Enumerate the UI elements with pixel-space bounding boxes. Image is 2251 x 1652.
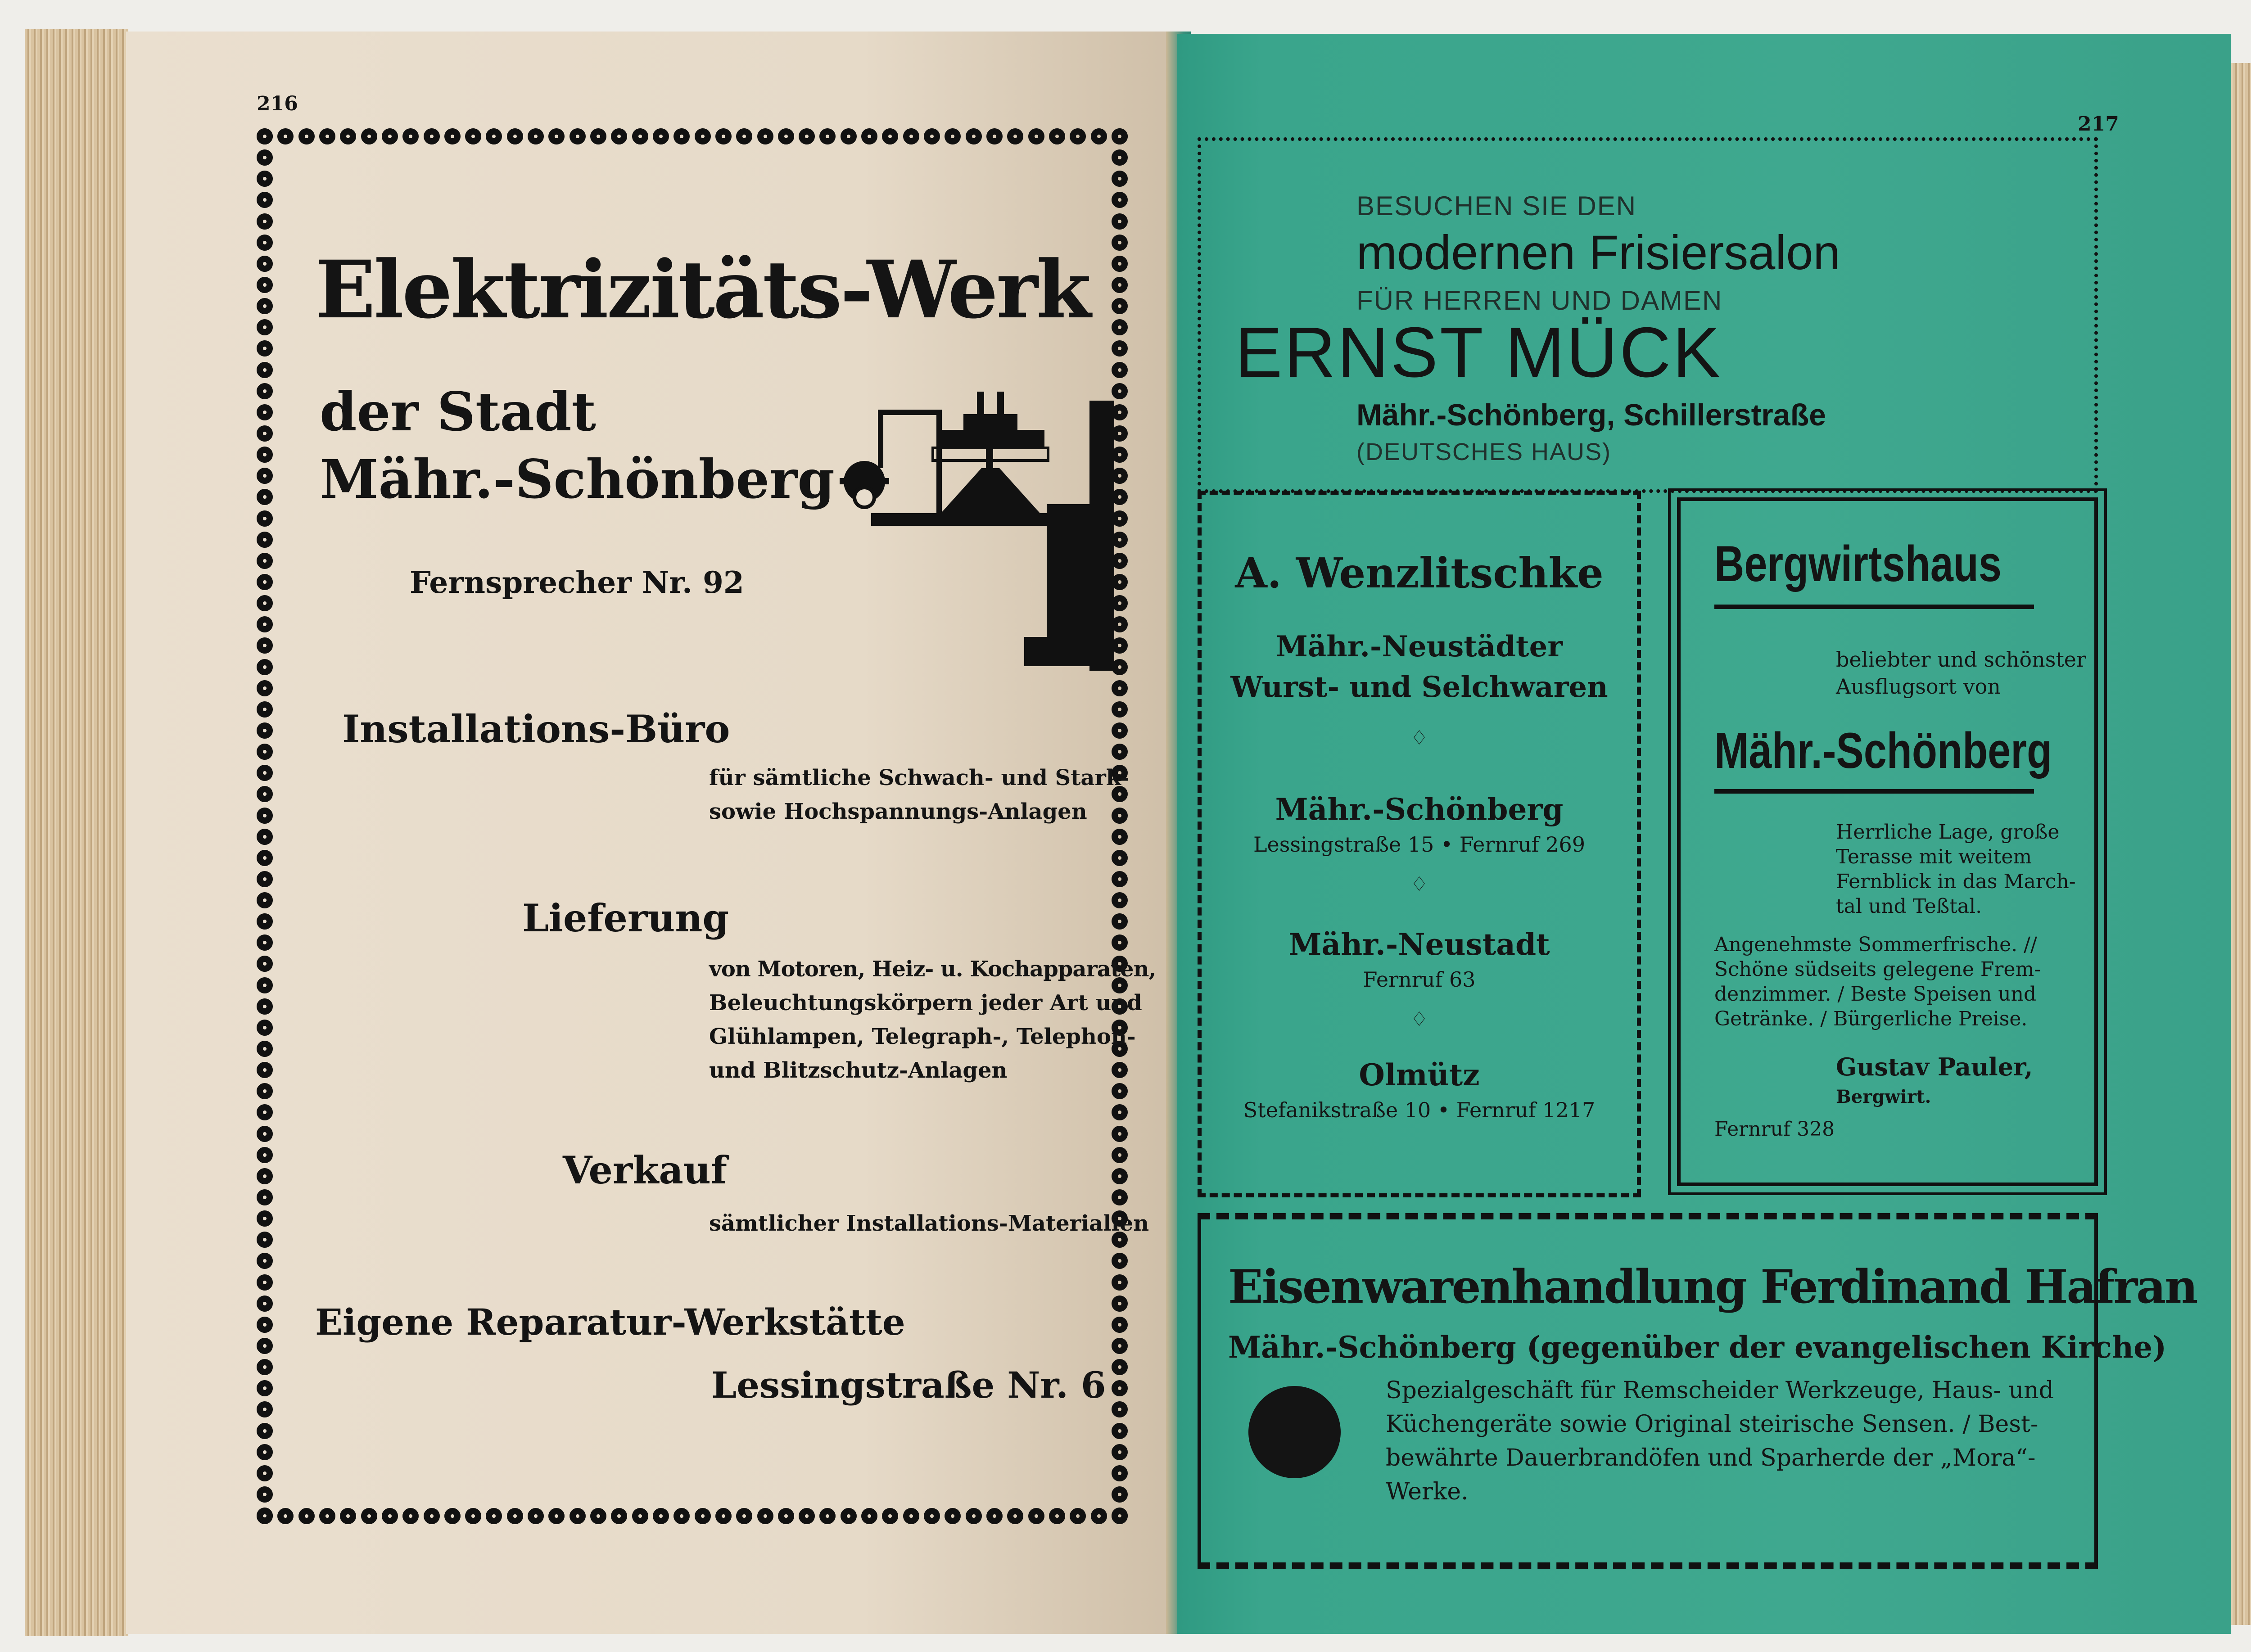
border-ring: [277, 1508, 294, 1524]
border-ring: [1112, 1380, 1128, 1396]
border-ring: [1112, 680, 1128, 696]
border-ring: [257, 128, 273, 144]
border-ring: [1112, 1359, 1128, 1375]
border-ring: [1112, 701, 1128, 718]
border-ring: [1112, 808, 1128, 824]
border-ring: [966, 128, 982, 144]
border-ring: [882, 1508, 898, 1524]
border-ring: [257, 1486, 273, 1503]
border-ring: [257, 1083, 273, 1099]
border-ring: [257, 722, 273, 739]
hafran-subtitle: Mähr.-Schönberg (gegenüber der evangelischen Kirche): [1228, 1330, 2167, 1365]
salon-line1: BESUCHEN SIE DEN: [1356, 191, 1637, 221]
border-ring: [1007, 1508, 1023, 1524]
border-ring: [757, 1508, 773, 1524]
berg-title: Bergwirtshaus: [1714, 536, 2002, 592]
border-ring: [257, 1189, 273, 1205]
wenzl-location-name: Mähr.-Schönberg: [1275, 792, 1564, 827]
footer-address: Lessingstraße Nr. 6: [711, 1364, 1106, 1406]
border-ring: [257, 149, 273, 166]
border-ring: [424, 1508, 440, 1524]
border-ring: [1112, 1295, 1128, 1312]
berg-text: Fernblick in das March-: [1836, 870, 2076, 893]
ad-subtitle-2: Mähr.-Schönberg: [320, 448, 835, 510]
border-ring: [1112, 722, 1128, 739]
border-ring: [1112, 744, 1128, 760]
footer-workshop: Eigene Reparatur-Werkstätte: [315, 1301, 905, 1343]
border-ring: [715, 128, 732, 144]
section-installations-heading: Installations-Büro: [342, 707, 730, 751]
salon-note: (DEUTSCHES HAUS): [1356, 438, 1612, 465]
hafran-body: bewährte Dauerbrandöfen und Sparherde der „Mora“-: [1386, 1444, 2036, 1471]
border-ring: [1112, 1126, 1128, 1142]
border-ring: [361, 128, 377, 144]
border-ring: [257, 1104, 273, 1120]
border-ring: [924, 128, 940, 144]
border-ring: [257, 1041, 273, 1057]
border-ring: [1112, 1317, 1128, 1333]
border-ring: [465, 128, 481, 144]
border-ring: [1028, 128, 1044, 144]
border-ring: [257, 319, 273, 335]
border-ring: [1112, 1168, 1128, 1184]
border-ring: [257, 616, 273, 632]
border-ring: [257, 913, 273, 930]
berg-text: Herrliche Lage, große: [1836, 821, 2060, 844]
border-ring: [819, 1508, 836, 1524]
border-ring: [319, 128, 335, 144]
border-ring: [257, 383, 273, 399]
border-ring: [673, 1508, 690, 1524]
border-ring: [257, 1338, 273, 1354]
border-ring: [799, 1508, 815, 1524]
border-ring: [257, 1020, 273, 1036]
berg-text: denzimmer. / Beste Speisen und: [1714, 983, 2037, 1006]
wenzl-location-address: Stefanikstraße 10 • Fernruf 1217: [1243, 1098, 1596, 1122]
ad-subtitle-1: der Stadt: [320, 380, 597, 443]
border-ring: [1112, 256, 1128, 272]
border-ring: [257, 637, 273, 654]
wenzl-line: Mähr.-Neustädter: [1275, 630, 1563, 664]
right-page: [1177, 34, 2231, 1634]
left-page-edges: [25, 29, 128, 1636]
border-ring: [1112, 829, 1128, 845]
border-ring: [1112, 850, 1128, 866]
border-ring: [257, 277, 273, 293]
border-ring: [1112, 1401, 1128, 1417]
border-ring: [1112, 913, 1128, 930]
border-ring: [444, 128, 461, 144]
hafran-body: Spezialgeschäft für Remscheider Werkzeuge, Haus- und: [1386, 1377, 2054, 1404]
border-ring: [257, 1444, 273, 1460]
border-ring: [1112, 1189, 1128, 1205]
border-ring: [257, 489, 273, 505]
border-ring: [548, 128, 565, 144]
border-ring: [257, 574, 273, 590]
section-lieferung-line: von Motoren, Heiz- u. Kochapparaten,: [709, 957, 1156, 982]
border-ring: [673, 128, 690, 144]
border-ring: [257, 1423, 273, 1439]
border-ring: [861, 128, 877, 144]
berg-text: Terasse mit weitem: [1836, 845, 2032, 868]
border-ring: [1112, 128, 1128, 144]
border-ring: [632, 128, 648, 144]
border-ring: [402, 128, 419, 144]
border-ring: [1070, 1508, 1086, 1524]
border-ring: [257, 192, 273, 208]
border-ring: [1112, 235, 1128, 251]
border-ring: [257, 340, 273, 357]
border-ring: [257, 680, 273, 696]
left-page: [126, 32, 1175, 1634]
border-ring: [257, 1062, 273, 1078]
border-ring: [841, 128, 857, 144]
border-ring: [465, 1508, 481, 1524]
border-ring: [257, 1274, 273, 1291]
berg-text: Angenehmste Sommerfrische. //: [1714, 933, 2037, 956]
wenzl-line: Wurst- und Selchwaren: [1230, 670, 1608, 704]
border-ring: [715, 1508, 732, 1524]
border-ring: [1112, 934, 1128, 951]
border-ring: [548, 1508, 565, 1524]
border-ring: [257, 510, 273, 527]
section-verkauf-line: sämtlicher Installations-Materialien: [709, 1211, 1149, 1236]
border-ring: [1112, 1465, 1128, 1481]
ornament-icon: ♢: [1410, 873, 1428, 896]
border-ring: [257, 829, 273, 845]
border-ring: [924, 1508, 940, 1524]
ring-border-bottom: [257, 1508, 1128, 1524]
berg-text: beliebter und schönster: [1836, 647, 2087, 672]
border-ring: [361, 1508, 377, 1524]
border-ring: [1112, 277, 1128, 293]
border-ring: [257, 1317, 273, 1333]
border-ring: [1112, 1486, 1128, 1503]
salon-ad: [1198, 137, 2098, 493]
border-ring: [257, 1401, 273, 1417]
border-ring: [778, 128, 794, 144]
border-ring: [757, 128, 773, 144]
border-ring: [298, 1508, 315, 1524]
border-ring: [1112, 213, 1128, 230]
ornament-icon: ♢: [1410, 727, 1428, 749]
border-ring: [861, 1508, 877, 1524]
wenzl-location-name: Olmütz: [1359, 1057, 1480, 1092]
border-ring: [257, 1168, 273, 1184]
ad-title: Elektrizitäts-Werk: [315, 243, 1089, 336]
border-ring: [1112, 1444, 1128, 1460]
border-ring: [1112, 171, 1128, 187]
border-ring: [1112, 192, 1128, 208]
section-lieferung-heading: Lieferung: [522, 896, 729, 940]
section-lieferung-line: Beleuchtungskörpern jeder Art und: [709, 990, 1142, 1016]
border-ring: [257, 468, 273, 484]
border-ring: [695, 1508, 711, 1524]
border-ring: [257, 1380, 273, 1396]
border-ring: [257, 786, 273, 802]
border-ring: [736, 128, 752, 144]
border-ring: [402, 1508, 419, 1524]
border-ring: [257, 425, 273, 442]
border-ring: [257, 934, 273, 951]
border-ring: [1112, 298, 1128, 314]
border-ring: [570, 128, 586, 144]
border-ring: [257, 595, 273, 611]
border-ring: [1112, 1104, 1128, 1120]
border-ring: [632, 1508, 648, 1524]
border-ring: [528, 128, 544, 144]
seal-icon: [1248, 1386, 1341, 1478]
border-ring: [590, 128, 606, 144]
berg-owner-title: Bergwirt.: [1836, 1086, 1931, 1107]
wenzl-location-name: Mähr.-Neustadt: [1288, 927, 1550, 962]
wenzl-location-address: Lessingstraße 15 • Fernruf 269: [1253, 832, 1586, 857]
border-ring: [1112, 1083, 1128, 1099]
border-ring: [486, 1508, 502, 1524]
border-ring: [257, 1465, 273, 1481]
border-ring: [841, 1508, 857, 1524]
border-ring: [1070, 128, 1086, 144]
border-ring: [257, 977, 273, 993]
border-ring: [257, 1295, 273, 1312]
ornament-icon: ♢: [1410, 1008, 1428, 1031]
border-ring: [882, 128, 898, 144]
ring-border-top: [257, 128, 1128, 144]
border-ring: [1112, 1253, 1128, 1269]
border-ring: [611, 128, 627, 144]
border-ring: [945, 1508, 961, 1524]
border-ring: [257, 956, 273, 972]
border-ring: [257, 701, 273, 718]
bergwirtshaus-ad: [1677, 497, 2098, 1186]
section-installations-line: sowie Hochspannungs-Anlagen: [709, 799, 1087, 824]
berg-place: Mähr.-Schönberg: [1714, 722, 2052, 779]
berg-title-underline: [1714, 605, 2034, 609]
salon-line3: FÜR HERREN UND DAMEN: [1356, 285, 1723, 316]
salon-name: ERNST MÜCK: [1235, 313, 1722, 392]
border-ring: [257, 1232, 273, 1248]
border-ring: [695, 128, 711, 144]
border-ring: [257, 1253, 273, 1269]
lamp-illustration: [828, 356, 1135, 680]
section-verkauf-heading: Verkauf: [563, 1148, 727, 1192]
border-ring: [1112, 1147, 1128, 1163]
border-ring: [382, 128, 398, 144]
border-ring: [966, 1508, 982, 1524]
berg-text: Schöne südseits gelegene Frem-: [1714, 958, 2041, 981]
border-ring: [1112, 319, 1128, 335]
border-ring: [257, 998, 273, 1015]
phone-line: Fernsprecher Nr. 92: [410, 565, 744, 600]
border-ring: [986, 1508, 1003, 1524]
berg-place-underline: [1714, 789, 2034, 794]
border-ring: [257, 1126, 273, 1142]
border-ring: [257, 256, 273, 272]
hafran-ad: [1198, 1213, 2197, 1569]
border-ring: [1112, 892, 1128, 908]
border-ring: [257, 553, 273, 569]
border-ring: [1112, 1274, 1128, 1291]
border-ring: [570, 1508, 586, 1524]
hafran-body: Werke.: [1386, 1478, 1469, 1505]
page-number: 217: [2078, 113, 2119, 135]
section-lieferung-line: und Blitzschutz-Anlagen: [709, 1058, 1008, 1083]
border-ring: [257, 659, 273, 675]
border-ring: [257, 235, 273, 251]
border-ring: [257, 1359, 273, 1375]
border-ring: [257, 808, 273, 824]
border-ring: [528, 1508, 544, 1524]
border-ring: [736, 1508, 752, 1524]
berg-text: Getränke. / Bürgerliche Preise.: [1714, 1007, 2028, 1030]
border-ring: [1112, 1508, 1128, 1524]
berg-phone: Fernruf 328: [1714, 1118, 1835, 1141]
border-ring: [486, 128, 502, 144]
border-ring: [257, 1147, 273, 1163]
border-ring: [1112, 340, 1128, 357]
section-installations-line: für sämtliche Schwach- und Stark-: [709, 765, 1129, 790]
border-ring: [257, 362, 273, 378]
border-ring: [1028, 1508, 1044, 1524]
border-ring: [277, 128, 294, 144]
border-ring: [257, 892, 273, 908]
border-ring: [257, 1508, 273, 1524]
border-ring: [257, 213, 273, 230]
wenzlitschke-ad: [1198, 491, 1641, 1197]
border-ring: [1007, 128, 1023, 144]
border-ring: [257, 298, 273, 314]
border-ring: [382, 1508, 398, 1524]
border-ring: [1112, 1423, 1128, 1439]
border-ring: [819, 128, 836, 144]
border-ring: [653, 128, 669, 144]
border-ring: [986, 128, 1003, 144]
border-ring: [1112, 871, 1128, 887]
page-number: 216: [257, 92, 298, 115]
border-ring: [1049, 128, 1065, 144]
border-ring: [945, 128, 961, 144]
border-ring: [799, 128, 815, 144]
border-ring: [778, 1508, 794, 1524]
border-ring: [257, 744, 273, 760]
border-ring: [1112, 1338, 1128, 1354]
border-ring: [903, 1508, 919, 1524]
border-ring: [1091, 1508, 1107, 1524]
berg-text: tal und Teßtal.: [1836, 895, 1982, 918]
border-ring: [1091, 128, 1107, 144]
border-ring: [257, 404, 273, 420]
berg-text: Ausflugsort von: [1836, 674, 2001, 699]
border-ring: [257, 765, 273, 781]
border-ring: [257, 447, 273, 463]
border-ring: [257, 532, 273, 548]
wenzl-name: A. Wenzlitschke: [1235, 549, 1604, 597]
border-ring: [257, 1210, 273, 1227]
border-ring: [257, 871, 273, 887]
border-ring: [340, 1508, 356, 1524]
border-ring: [257, 850, 273, 866]
ring-border-right: [1112, 128, 1128, 1524]
border-ring: [340, 128, 356, 144]
border-ring: [444, 1508, 461, 1524]
border-ring: [257, 171, 273, 187]
border-ring: [1112, 149, 1128, 166]
salon-address: Mähr.-Schönberg, Schillerstraße: [1356, 398, 1826, 432]
border-ring: [424, 128, 440, 144]
hafran-title: Eisenwarenhandlung Ferdinand Hafran: [1228, 1260, 2197, 1314]
wenzl-location-address: Fernruf 63: [1363, 967, 1476, 992]
hafran-body: Küchengeräte sowie Original steirische Sensen. / Best-: [1386, 1411, 2039, 1438]
border-ring: [298, 128, 315, 144]
ring-border-left: [257, 128, 273, 1524]
border-ring: [653, 1508, 669, 1524]
border-ring: [903, 128, 919, 144]
section-lieferung-line: Glühlampen, Telegraph-, Telephon-: [709, 1024, 1136, 1049]
border-ring: [611, 1508, 627, 1524]
salon-line2: modernen Frisiersalon: [1356, 225, 1840, 280]
border-ring: [1112, 1062, 1128, 1078]
border-ring: [590, 1508, 606, 1524]
berg-owner: Gustav Pauler,: [1836, 1052, 2033, 1081]
border-ring: [507, 128, 523, 144]
border-ring: [319, 1508, 335, 1524]
border-ring: [507, 1508, 523, 1524]
border-ring: [1049, 1508, 1065, 1524]
